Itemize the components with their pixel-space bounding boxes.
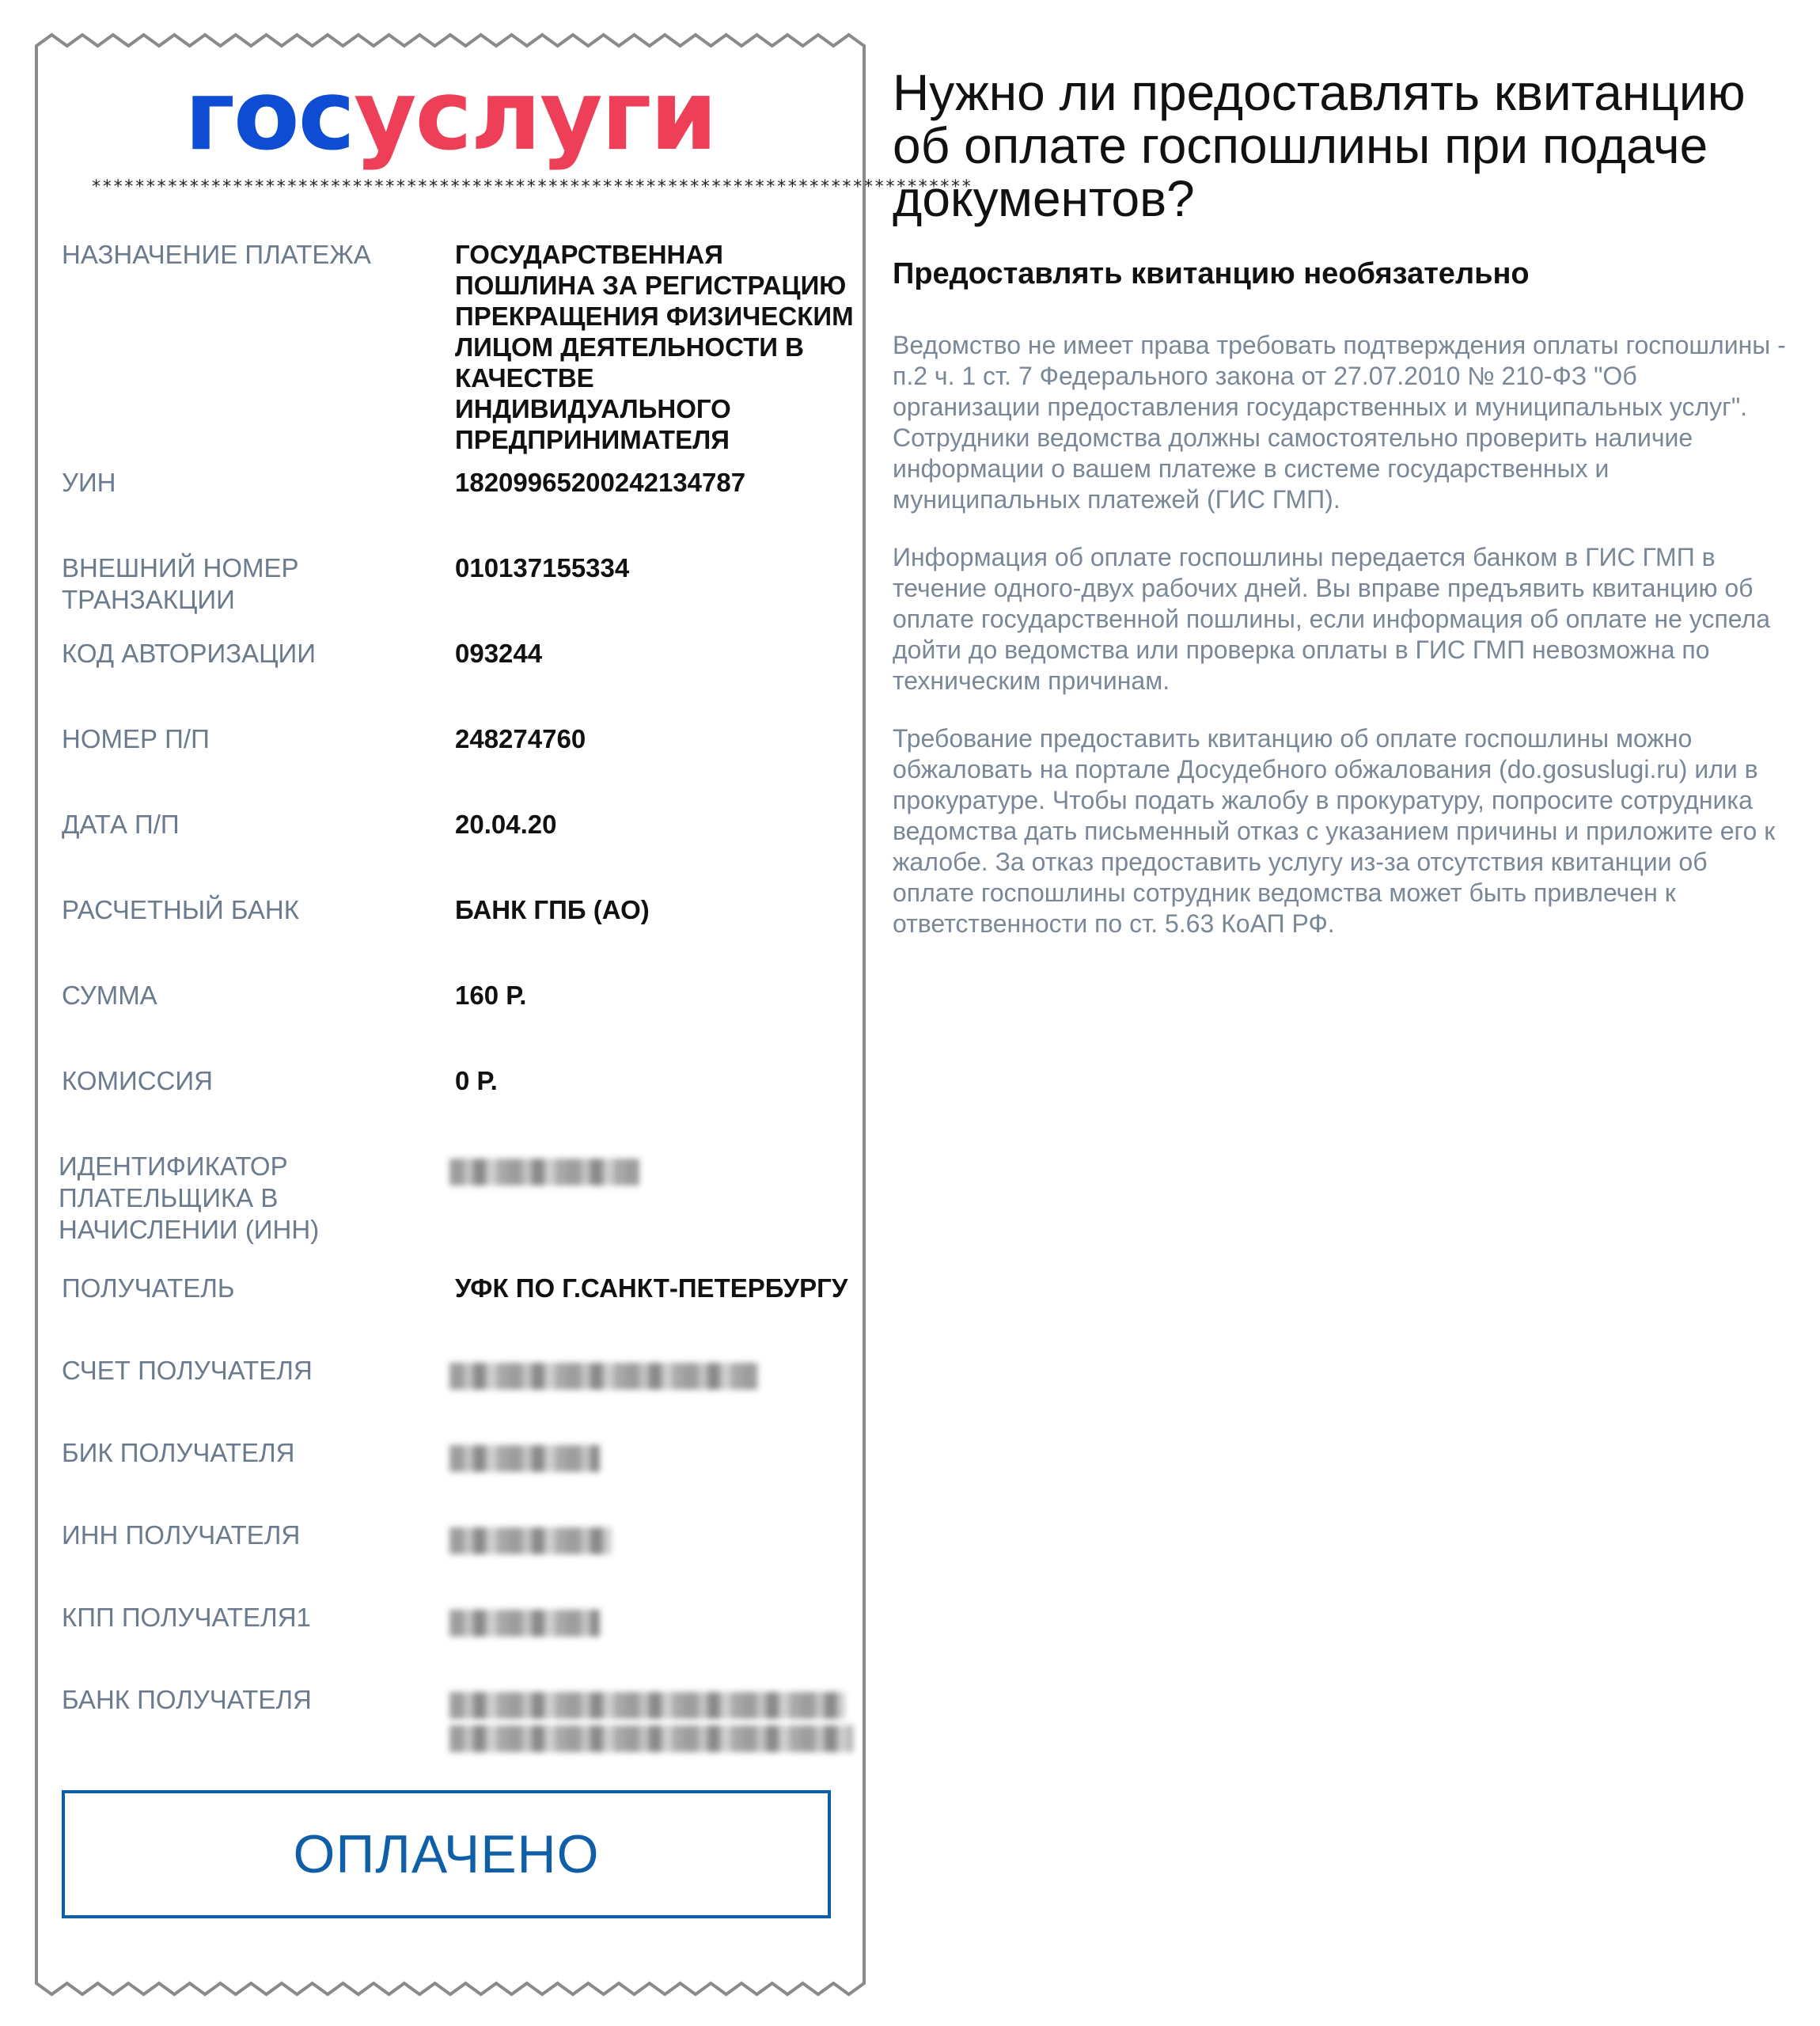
redacted-value	[449, 1692, 853, 1759]
field-label: БИК ПОЛУЧАТЕЛЯ	[62, 1438, 295, 1467]
field-label: СЧЕТ ПОЛУЧАТЕЛЯ	[62, 1356, 313, 1385]
redacted-value	[449, 1159, 639, 1192]
redacted-value	[449, 1445, 600, 1478]
field-value: 248274760	[455, 724, 586, 753]
field-value: УФК ПО Г.САНКТ-ПЕТЕРБУРГУ	[455, 1273, 848, 1303]
field-label: КОМИССИЯ	[62, 1066, 213, 1095]
field-label: СУММА	[62, 981, 157, 1010]
field-label: ВНЕШНИЙ НОМЕР ТРАНЗАКЦИИ	[62, 553, 299, 614]
field-value: 0 Р.	[455, 1066, 498, 1095]
redacted-value	[449, 1363, 758, 1396]
article-subtitle: Предоставлять квитанцию необязательно	[893, 257, 1530, 290]
gosuslugi-logo: госуслуги	[184, 59, 716, 172]
field-label: ДАТА П/П	[62, 810, 180, 839]
field-label: НОМЕР П/П	[62, 724, 210, 753]
field-label: ПОЛУЧАТЕЛЬ	[62, 1273, 235, 1303]
article-paragraph-1: Ведомство не имеет права требовать подтверждения оплаты госпошлины - п.2 ч. 1 ст. 7 Федерального закона от 27.07.2010 № 210-ФЗ "Об организации предоставления государственных и муниципальных услуг". Сотрудники ведомства должны самостоятельно проверить наличие информации о вашем платеже в системе государственных и муниципальных платежей (ГИС ГМП).	[893, 331, 1786, 514]
separator-line: *********************************************************************************	[91, 177, 973, 197]
field-label: БАНК ПОЛУЧАТЕЛЯ	[62, 1685, 312, 1714]
field-label: ИДЕНТИФИКАТОР ПЛАТЕЛЬЩИКА В НАЧИСЛЕНИИ (ИНН)	[59, 1151, 320, 1244]
paid-stamp: ОПЛАЧЕНО	[62, 1790, 831, 1918]
field-value: 20.04.20	[455, 810, 557, 839]
field-value: 18209965200242134787	[455, 468, 746, 497]
article-paragraph-2: Информация об оплате госпошлины передается банком в ГИС ГМП в течение одного-двух рабочих дней. Вы вправе предъявить квитанцию об оплате государственной пошлины, если информация об оплате не успела дойти до ведомства или проверка оплаты в ГИС ГМП невозможна по техническим причинам.	[893, 543, 1770, 695]
payment-receipt	[32, 28, 973, 2001]
faq-article	[893, 66, 1787, 939]
redacted-value	[449, 1610, 600, 1643]
field-label: РАСЧЕТНЫЙ БАНК	[62, 895, 299, 924]
field-value: БАНК ГПБ (АО)	[455, 895, 650, 924]
article-paragraph-3: Требование предоставить квитанцию об оплате госпошлины можно обжаловать на портале Досудебного обжалования (do.gosuslugi.ru) или в прокуратуре. Чтобы подать жалобу в прокуратуру, попросите сотрудника ведомства дать письменный отказ с указанием причины и приложите его к жалобе. За отказ предоставить услугу из-за отсутствия квитанции об оплате госпошлины сотрудник ведомства может быть привлечен к ответственности по ст. 5.63 КоАП РФ.	[893, 724, 1776, 938]
field-label: НАЗНАЧЕНИЕ ПЛАТЕЖА	[62, 240, 371, 269]
field-value: 160 Р.	[455, 981, 527, 1010]
field-label: УИН	[62, 468, 116, 497]
field-value: 010137155334	[455, 553, 630, 582]
field-label: КПП ПОЛУЧАТЕЛЯ1	[62, 1603, 311, 1632]
field-label: ИНН ПОЛУЧАТЕЛЯ	[62, 1520, 301, 1550]
field-label: КОД АВТОРИЗАЦИИ	[62, 639, 316, 668]
redacted-value	[449, 1527, 612, 1561]
field-value: ГОСУДАРСТВЕННАЯ ПОШЛИНА ЗА РЕГИСТРАЦИЮ ПРЕКРАЩЕНИЯ ФИЗИЧЕСКИМ ЛИЦОМ ДЕЯТЕЛЬНОСТИ В КАЧЕСТВЕ ИНДИВИДУАЛЬНОГО ПРЕДПРИНИМАТЕЛЯ	[455, 240, 854, 454]
field-value: 093244	[455, 639, 543, 668]
article-title: Нужно ли предоставлять квитанцию об оплате госпошлины при подаче документов?	[893, 64, 1746, 227]
